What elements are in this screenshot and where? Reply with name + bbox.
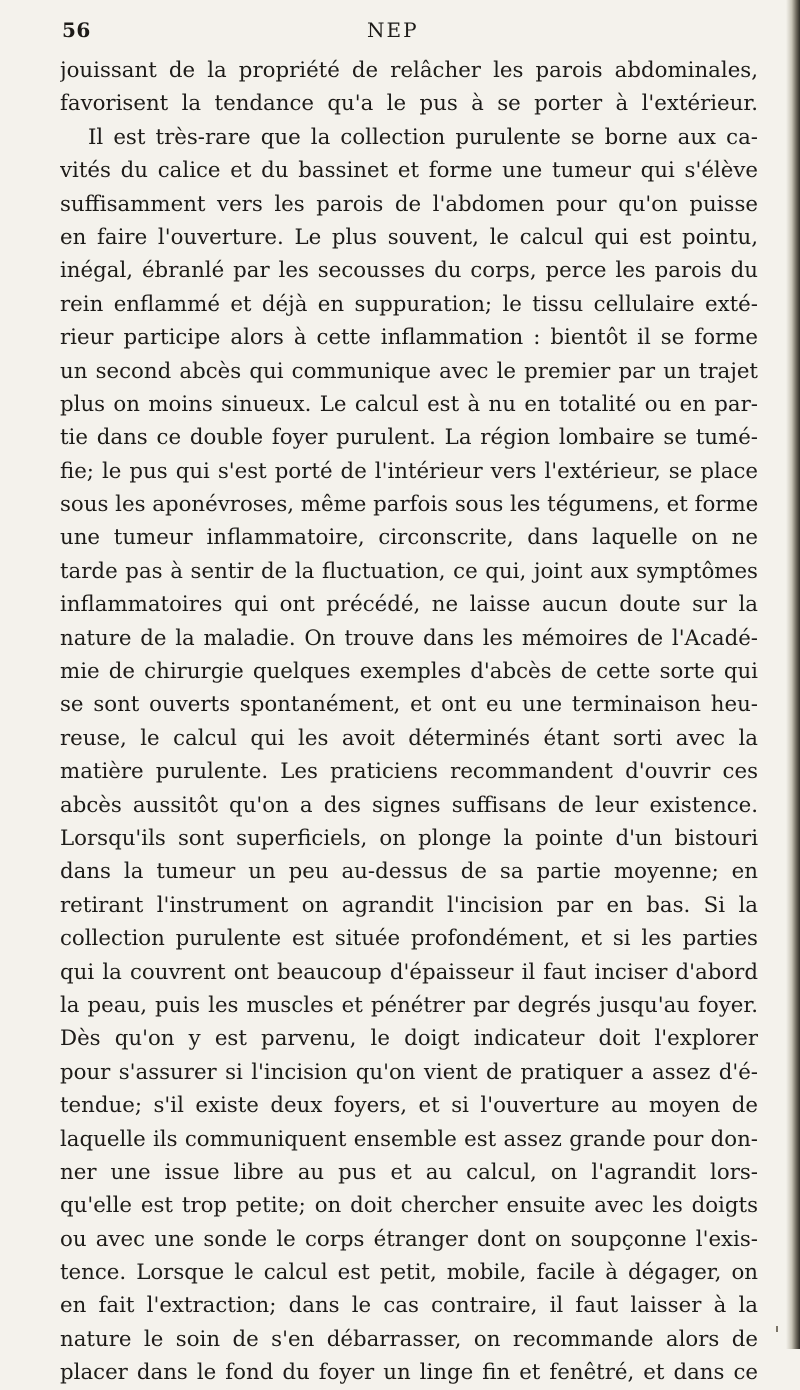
text-line: tie dans ce double foyer purulent. La région lombaire se tumé- (60, 425, 758, 451)
text-line: rein enflammé et déjà en suppuration; le tissu cellulaire exté- (60, 291, 758, 317)
text-line: tarde pas à sentir de la fluctuation, ce qui, joint aux symptômes (60, 558, 758, 584)
body-text (60, 54, 758, 1390)
page-header (62, 8, 742, 48)
text-line: matière purulente. Les praticiens recommandent d'ouvrir ces (60, 759, 758, 785)
paper-speck (776, 1326, 778, 1332)
text-line: abcès aussitôt qu'on a des signes suffisans de leur existence. (60, 792, 758, 818)
text-line: Il est très-rare que la collection purulente se borne aux ca- (88, 124, 758, 150)
text-line: retirant l'instrument on agrandit l'incision par en bas. Si la (60, 892, 758, 918)
page-binding-edge (786, 0, 800, 1349)
text-line: nature de la maladie. On trouve dans les mémoires de l'Acadé- (60, 625, 758, 651)
text-line: se sont ouverts spontanément, et ont eu une terminaison heu- (60, 692, 758, 718)
page-number: 56 (62, 18, 91, 42)
text-line: nature le soin de s'en débarrasser, on recommande alors de (60, 1326, 758, 1352)
text-line: plus on moins sinueux. Le calcul est à nu en totalité ou en par- (60, 391, 758, 417)
text-line: mie de chirurgie quelques exemples d'abcès de cette sorte qui (60, 659, 758, 685)
text-line: qu'elle est trop petite; on doit chercher ensuite avec les doigts (60, 1193, 758, 1219)
text-line: rieur participe alors à cette inflammation : bientôt il se forme (60, 325, 758, 351)
text-line: qui la couvrent ont beaucoup d'épaisseur il faut inciser d'abord (60, 959, 758, 985)
text-line: dans la tumeur un peu au-dessus de sa partie moyenne; en (60, 859, 758, 885)
text-line: jouissant de la propriété de relâcher les parois abdominales, (60, 58, 758, 83)
text-line: inflammatoires qui ont précédé, ne laisse aucun doute sur la (60, 592, 758, 618)
text-line: Lorsqu'ils sont superficiels, on plonge la pointe d'un bistouri (60, 825, 758, 851)
text-line: Dès qu'on y est parvenu, le doigt indicateur doit l'explorer (60, 1026, 758, 1052)
text-line: collection purulente est située profondément, et si les parties (60, 926, 758, 952)
running-head: NEP (367, 18, 419, 42)
text-line: ner une issue libre au pus et au calcul, on l'agrandit lors- (60, 1159, 758, 1185)
text-line: placer dans le fond du foyer un linge fin et fenêtré, et dans ce (60, 1360, 758, 1386)
text-line: la peau, puis les muscles et pénétrer par degrés jusqu'au foyer. (60, 992, 758, 1018)
text-line: laquelle ils communiquent ensemble est assez grande pour don- (60, 1126, 758, 1152)
text-line: reuse, le calcul qui les avoit déterminés étant sorti avec la (60, 725, 758, 751)
text-line: suffisamment vers les parois de l'abdomen pour qu'on puisse (60, 191, 758, 217)
text-line: en fait l'extraction; dans le cas contraire, il faut laisser à la (60, 1293, 758, 1319)
text-line: tendue; s'il existe deux foyers, et si l'ouverture au moyen de (60, 1093, 758, 1119)
text-line: pour s'assurer si l'incision qu'on vient de pratiquer a assez d'é- (60, 1059, 758, 1085)
text-line: favorisent la tendance qu'a le pus à se porter à l'extérieur. (60, 91, 758, 117)
text-line: fie; le pus qui s'est porté de l'intérieur vers l'extérieur, se place (60, 458, 758, 484)
text-line: ou avec une sonde le corps étranger dont on soupçonne l'exis- (60, 1226, 758, 1252)
text-line: tence. Lorsque le calcul est petit, mobile, facile à dégager, on (60, 1260, 758, 1286)
text-line: vités du calice et du bassinet et forme une tumeur qui s'élève (60, 158, 758, 184)
text-line: inégal, ébranlé par les secousses du corps, perce les parois du (60, 258, 758, 284)
text-line: sous les aponévroses, même parfois sous les tégumens, et forme (60, 492, 758, 518)
text-line: une tumeur inflammatoire, circonscrite, dans laquelle on ne (60, 525, 758, 551)
text-line: un second abcès qui communique avec le premier par un trajet (60, 358, 758, 384)
text-line: en faire l'ouverture. Le plus souvent, le calcul qui est pointu, (60, 224, 758, 250)
